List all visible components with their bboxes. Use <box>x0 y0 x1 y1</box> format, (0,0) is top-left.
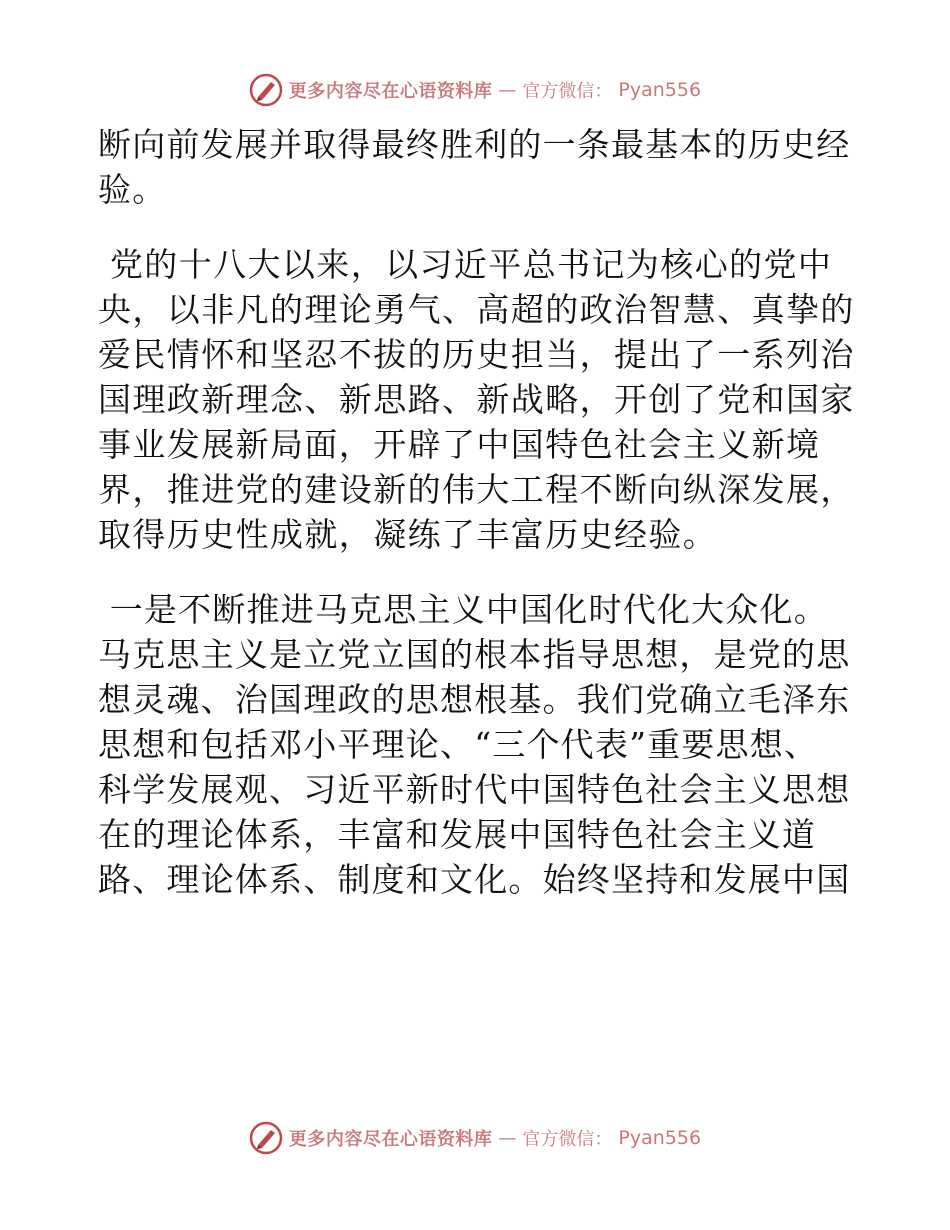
text-line: 一是不断推进马克思主义中国化时代化大众化。 <box>98 590 828 629</box>
paragraph <box>98 242 858 557</box>
watermark-brand: 更多内容尽在心语资料库 <box>288 81 493 102</box>
text-line: 爱民情怀和坚忍不拔的历史担当，提出了一系列治 <box>98 335 855 374</box>
pen-logo-icon <box>249 73 283 107</box>
text-line: 验。 <box>98 170 167 209</box>
text-line: 思想和包括邓小平理论、“三个代表”重要思想、 <box>98 725 819 764</box>
watermark-contact-id: Pyan556 <box>618 1127 702 1149</box>
watermark-contact-label: 官方微信： <box>522 1129 613 1150</box>
text-line: 取得历史性成就，凝练了丰富历史经验。 <box>98 515 718 554</box>
watermark-brand: 更多内容尽在心语资料库 <box>288 1129 493 1150</box>
text-line: 想灵魂、治国理政的思想根基。我们党确立毛泽东 <box>98 680 851 719</box>
document-body <box>98 122 858 902</box>
paragraph <box>98 587 858 902</box>
footer-watermark <box>0 1118 950 1158</box>
text-line: 事业发展新局面，开辟了中国特色社会主义新境 <box>98 425 821 464</box>
text-line: 路、理论体系、制度和文化。始终坚持和发展中国 <box>98 860 851 899</box>
watermark-separator: — <box>498 79 517 101</box>
text-line: 国理政新理念、新思路、新战略，开创了党和国家 <box>98 380 855 419</box>
text-line: 在的理论体系，丰富和发展中国特色社会主义道 <box>98 815 817 854</box>
text-line: 央，以非凡的理论勇气、高超的政治智慧、真挚的 <box>98 290 855 329</box>
watermark-contact-id: Pyan556 <box>618 79 702 101</box>
text-line: 科学发展观、习近平新时代中国特色社会主义思想 <box>98 770 851 809</box>
text-line: 马克思主义是立党立国的根本指导思想，是党的思 <box>98 635 851 674</box>
watermark-separator: — <box>498 1127 517 1149</box>
text-line: 党的十八大以来，以习近平总书记为核心的党中 <box>98 245 833 284</box>
paragraph <box>98 122 858 212</box>
text-line: 断向前发展并取得最终胜利的一条最基本的历史经 <box>98 125 851 164</box>
header-watermark <box>0 70 950 110</box>
pen-logo-icon <box>249 1121 283 1155</box>
watermark-contact-label: 官方微信： <box>522 81 613 102</box>
text-line: 界，推进党的建设新的伟大工程不断向纵深发展， <box>98 470 855 509</box>
